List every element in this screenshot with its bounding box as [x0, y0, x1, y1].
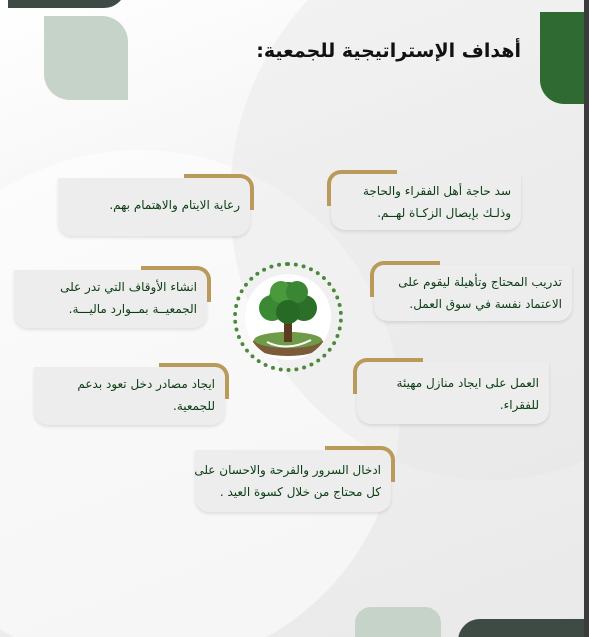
top-left-dark-decoration: [8, 0, 126, 8]
goal-line: للفقراء.: [499, 398, 539, 412]
goal-line: انشاء الأوقاف التي تدر على: [60, 280, 197, 294]
goal-line: وذلـك بإيصال الزكـاة لهــم.: [377, 206, 511, 220]
page-title: أهداف الإستراتيجية للجمعية:: [256, 40, 521, 62]
bottom-right-dark-decoration: [458, 619, 589, 637]
goal-card-5: [357, 362, 549, 424]
goal-line: العمل على ايجاد منازل مهيئة: [396, 376, 539, 390]
bottom-sage-decoration: [355, 607, 441, 637]
goal-line: ادخال السرور والفرحة والاحسان على: [194, 463, 381, 477]
goal-line: الاعتماد نفسة في سوق العمل.: [409, 297, 562, 311]
goal-line: تدريب المحتاج وتأهيلة ليقوم على: [398, 275, 562, 289]
goal-line: رعاية الايتام والاهتمام بهم.: [109, 198, 240, 212]
goal-line: كل محتاج من خلال كسوة العيد .: [219, 485, 381, 499]
goal-line: ايجاد مصادر دخل تعود بدعم: [77, 377, 215, 391]
goal-card-1: [331, 174, 521, 230]
goal-card-3: [374, 265, 572, 321]
goal-card-2: [58, 178, 250, 236]
page-edge-stripe: [584, 0, 589, 637]
goal-line: سد حاجة أهل الفقراء والحاجة: [362, 184, 511, 198]
goal-line: للجمعية.: [173, 399, 215, 413]
goal-line: الجمعيــة بمــوارد ماليـــة.: [68, 302, 197, 316]
goal-card-6: [34, 367, 225, 425]
tree-illustration: [245, 274, 331, 360]
top-right-green-decoration: [540, 12, 589, 104]
tree-icon: [245, 274, 331, 360]
goal-card-7: [195, 450, 391, 512]
top-left-sage-decoration: [44, 16, 128, 100]
goal-card-4: [14, 270, 207, 328]
